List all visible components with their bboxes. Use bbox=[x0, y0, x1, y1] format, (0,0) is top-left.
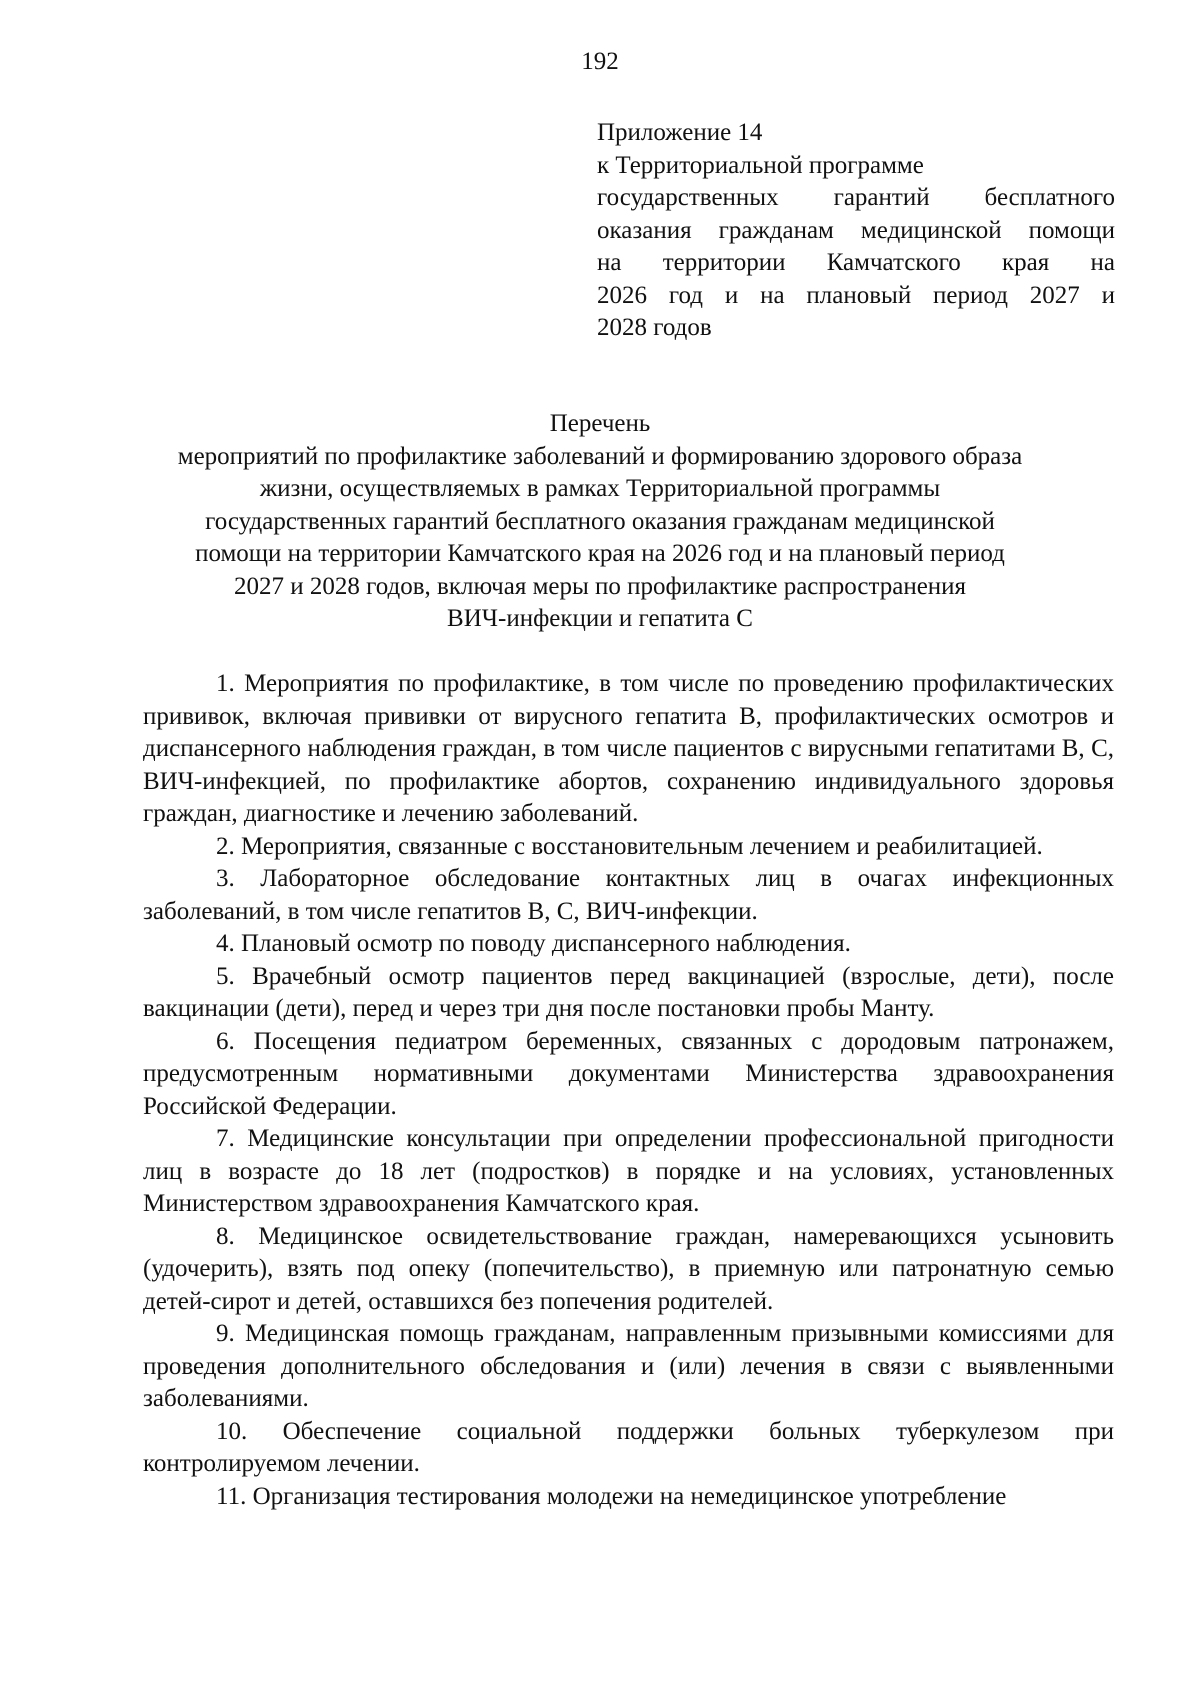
title-line: помощи на территории Камчатского края на 2026 год и на плановый период bbox=[195, 540, 1005, 567]
item-number: 10. bbox=[216, 1417, 248, 1445]
document-title bbox=[130, 408, 1070, 636]
list-item bbox=[143, 928, 1114, 961]
list-item bbox=[143, 1318, 1114, 1416]
item-number: 6. bbox=[216, 1027, 235, 1055]
appendix-line: Приложение 14 bbox=[597, 119, 763, 146]
appendix-header bbox=[597, 117, 1115, 345]
list-item bbox=[143, 1481, 1114, 1514]
list-item bbox=[143, 1123, 1114, 1221]
item-number: 7. bbox=[216, 1125, 235, 1152]
appendix-line: 2028 годов bbox=[597, 314, 712, 341]
item-text: Плановый осмотр по поводу диспансерного наблюдения. bbox=[241, 930, 851, 957]
list-item bbox=[143, 863, 1114, 928]
item-number: 3. bbox=[216, 865, 235, 892]
list-item bbox=[143, 831, 1114, 864]
title-line: мероприятий по профилактике заболеваний и формированию здорового образа bbox=[177, 442, 1023, 470]
item-number: 5. bbox=[216, 962, 235, 990]
item-number: 4. bbox=[216, 930, 235, 957]
list-item bbox=[143, 668, 1114, 831]
measures-list bbox=[143, 668, 1114, 1513]
title-line: ВИЧ-инфекции и гепатита С bbox=[447, 605, 753, 632]
appendix-line: к Территориальной программе bbox=[597, 151, 924, 179]
title-line: 2027 и 2028 годов, включая меры по профилактике распространения bbox=[233, 572, 967, 600]
item-text: Лабораторное обследование контактных лиц в очагах инфекционных заболеваний, в том числе гепатитов В, С, ВИЧ-инфекции. bbox=[143, 865, 1114, 925]
list-item bbox=[143, 1026, 1114, 1124]
list-item bbox=[143, 1221, 1114, 1319]
item-text: Мероприятия по профилактике, в том числе по проведению профилактических прививок, включая прививки от вирусного гепатита В, профилактических осмотров и диспансерного наблюдения граждан, в том числе пациентов с вирусными гепатитами В, С, ВИЧ-инфекцией, по профилактике абортов, сохранению индивидуального здоровья граждан, диагностике и лечению заболеваний. bbox=[143, 670, 1115, 827]
title-line: Перечень bbox=[549, 410, 651, 437]
appendix-line: оказания гражданам медицинской помощи bbox=[597, 216, 1115, 244]
appendix-line: 2026 год и на плановый период 2027 и bbox=[597, 281, 1115, 309]
item-text: Медицинское освидетельствование граждан, намеревающихся усыновить (удочерить), взять под опеку (попечительство), в приемную или патронатную семью детей-сирот и детей, оставшихся без попечения родителей. bbox=[143, 1222, 1114, 1315]
item-number: 2. bbox=[216, 832, 235, 860]
item-text: Медицинская помощь гражданам, направленным призывными комиссиями для проведения дополнительного обследования и (или) лечения в связи с выявленными заболеваниями. bbox=[143, 1320, 1114, 1412]
item-number: 1. bbox=[216, 670, 235, 697]
item-text: Посещения педиатром беременных, связанных с дородовым патронажем, предусмотренным нормативными документами Министерства здравоохранения Российской Федерации. bbox=[143, 1027, 1115, 1120]
title-line: государственных гарантий бесплатного оказания гражданам медицинской bbox=[205, 507, 995, 535]
page-number: 192 bbox=[581, 48, 619, 75]
item-text: Врачебный осмотр пациентов перед вакцинацией (взрослые, дети), после вакцинации (дети), перед и через три дня после постановки пробы Манту. bbox=[143, 962, 1114, 1022]
item-number: 11. bbox=[216, 1482, 247, 1510]
appendix-line: государственных гарантий бесплатного bbox=[597, 184, 1115, 211]
item-text: Обеспечение социальной поддержки больных туберкулезом при контролируемом лечении. bbox=[143, 1417, 1115, 1477]
item-number: 8. bbox=[216, 1222, 235, 1250]
item-text: Мероприятия, связанные с восстановительным лечением и реабилитацией. bbox=[241, 832, 1043, 860]
appendix-line: на территории Камчатского края на bbox=[597, 249, 1115, 276]
title-line: жизни, осуществляемых в рамках Территориальной программы bbox=[259, 475, 941, 502]
item-text: Медицинские консультации при определении профессиональной пригодности лиц в возрасте до 18 лет (подростков) в порядке и на условиях, установленных Министерством здравоохранения Камчатского края. bbox=[143, 1125, 1114, 1217]
item-text: Организация тестирования молодежи на немедицинское употребление bbox=[252, 1482, 1007, 1510]
list-item bbox=[143, 961, 1114, 1026]
item-number: 9. bbox=[216, 1320, 235, 1347]
list-item bbox=[143, 1416, 1114, 1481]
